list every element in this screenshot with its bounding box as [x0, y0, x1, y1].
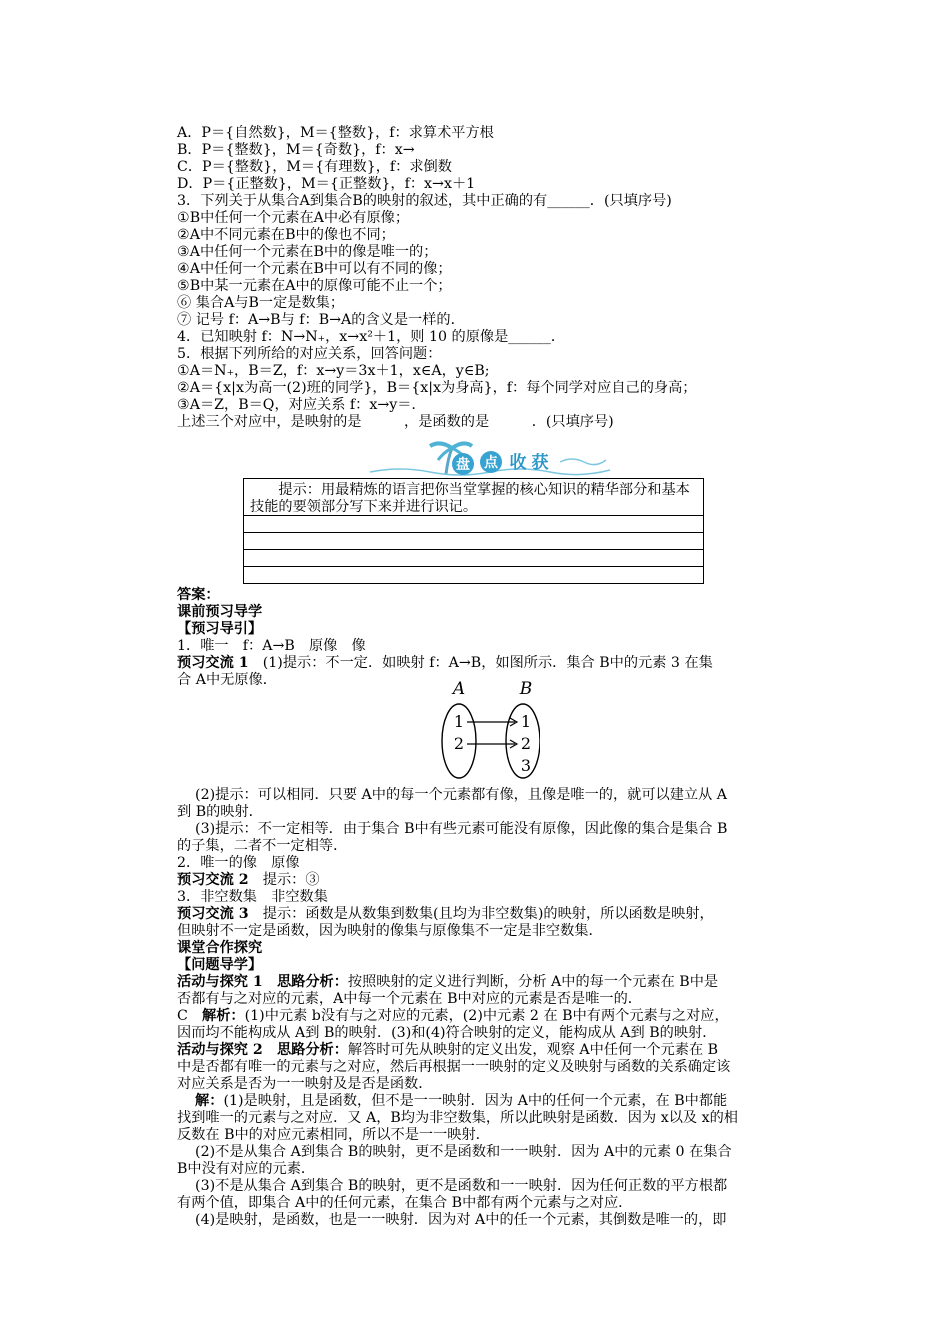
option-c: C．P＝{整数}，M＝{有理数}，f：求倒数 — [177, 159, 452, 175]
exchange-1-cont: 合 A中无原像． — [177, 672, 277, 688]
exchange-2-label: 预习交流 2 — [177, 872, 249, 888]
answer-2: 2．唯一的像 原像 — [177, 855, 300, 871]
answers-heading: 答案： — [177, 587, 220, 603]
section-class: 课堂合作探究 — [177, 940, 263, 956]
solution-4: (4)是映射，是函数，也是一一映射．因为对 A中的任一个元素，其倒数是唯一的，即 — [195, 1212, 727, 1228]
option-b: B．P＝{整数}，M＝{奇数}，f：x→ — [177, 142, 415, 158]
section-class-sub: 【问题导学】 — [177, 957, 263, 973]
set-a-label: A — [452, 680, 466, 699]
exchange-1-p2: (2)提示：可以相同．只要 A中的每一个元素都有像，且像是唯一的，就可以建立从 A — [195, 787, 728, 803]
q3-stem: 3．下列关于从集合A到集合B的映射的叙述，其中正确的有______．(只填序号) — [177, 193, 672, 209]
set-a-element: 1 — [453, 712, 465, 731]
option-a: A．P＝{自然数}，M＝{整数}，f：求算术平方根 — [177, 125, 494, 141]
exchange-1-text: (1)提示：不一定．如映射 f：A→B，如图所示．集合 B中的元素 3 在集 — [248, 655, 713, 671]
notes-line — [244, 566, 703, 567]
exchange-1-p2-cont: 到 B的映射． — [177, 804, 263, 820]
answer-1: 1．唯一 f：A→B 原像 像 — [177, 638, 366, 654]
banner-char-4: 获 — [531, 453, 549, 473]
notes-line — [244, 549, 703, 550]
set-a-element: 2 — [453, 734, 465, 753]
set-b-element: 2 — [520, 734, 532, 753]
exchange-1 — [177, 655, 817, 672]
notes-box — [243, 478, 704, 584]
solution-1-cont2: 反数在 B中的对应元素相同，所以不是一一映射． — [177, 1127, 490, 1143]
solution-3: (3)不是从集合 A到集合 B的映射，更不是函数和一一映射．因为任何正数的平方根都 — [195, 1178, 728, 1194]
set-b-element: 3 — [520, 756, 532, 775]
banner-char-1: 盘 — [456, 457, 470, 473]
activity-2-cont: 中是否都有唯一的元素与之对应，然后再根据一一映射的定义及映射与函数的关系确定该 — [177, 1059, 731, 1075]
activity-2-cont2: 对应关系是否为一一映射及是否是函数． — [177, 1076, 433, 1092]
swirl-decoration — [560, 459, 606, 465]
q3-item-7: ⑦ 记号 f：A→B与 f：B→A的含义是一样的． — [177, 312, 465, 328]
solution-c: C 解析：(1)中元素 b没有与之对应的元素，(2)中元素 2 在 B中有两个元素与之对应， — [177, 1008, 729, 1024]
activity-1: 活动与探究 1 思路分析：按照映射的定义进行判断，分析 A中的每一个元素在 B中是 — [177, 974, 719, 990]
exchange-1-p3-cont: 的子集，二者不一定相等． — [177, 838, 348, 854]
q5-stem: 5．根据下列所给的对应关系，回答问题： — [177, 346, 442, 362]
section-preview-sub: 【预习导引】 — [177, 621, 263, 637]
activity-1-cont: 否都有与之对应的元素，A中每一个元素在 B中对应的元素是否是唯一的． — [177, 991, 642, 1007]
exchange-3-label: 预习交流 3 — [177, 906, 249, 922]
q5-item-3: ③A＝Z，B＝Q，对应关系 f：x→y＝. — [177, 397, 416, 413]
solution-2: (2)不是从集合 A到集合 B的映射，更不是函数和一一映射．因为 A中的元素 0 在集合 — [195, 1144, 732, 1160]
mapping-diagram — [440, 680, 540, 785]
answer-3: 3．非空数集 非空数集 — [177, 889, 328, 905]
q4: 4．已知映射 f：N→N₊，x→x²＋1，则 10 的原像是______． — [177, 329, 566, 345]
exchange-2: 预习交流 2 提示：③ — [177, 872, 320, 888]
set-b-label: B — [519, 680, 533, 699]
q3-item-6: ⑥ 集合A与B一定是数集； — [177, 295, 345, 311]
exchange-3-cont: 但映射不一定是函数，因为映射的像集与原像集不一定是非空数集． — [177, 923, 603, 939]
q3-item-3: ③A中任何一个元素在B中的像是唯一的； — [177, 244, 438, 260]
q3-item-5: ⑤B中某一元素在A中的原像可能不止一个； — [177, 278, 452, 294]
set-b-element: 1 — [520, 712, 532, 731]
notes-hint: 提示：用最精炼的语言把你当堂掌握的核心知识的精华部分和基本技能的要领部分写下来并进行识记。 — [250, 482, 690, 515]
section-preview: 课前预习导学 — [177, 604, 263, 620]
q3-item-2: ②A中不同元素在B中的像也不同； — [177, 227, 395, 243]
exchange-3: 预习交流 3 提示：函数是从数集到数集(且均为非空数集)的映射，所以函数是映射， — [177, 906, 714, 922]
q3-item-4: ④A中任何一个元素在B中可以有不同的像； — [177, 261, 452, 277]
solution-3-cont: 有两个值，即集合 A中的任何元素，在集合 B中都有两个元素与之对应． — [177, 1195, 633, 1211]
notes-line — [244, 515, 703, 516]
q5-tail: 上述三个对应中，是映射的是 ，是函数的是 ．(只填序号) — [177, 414, 614, 430]
solution-1: 解：(1)是映射，且是函数，但不是一一映射．因为 A中的任何一个元素，在 B中都能 — [195, 1093, 728, 1109]
activity-2: 活动与探究 2 思路分析：解答时可先从映射的定义出发，观察 A中任何一个元素在 B — [177, 1042, 719, 1058]
q5-item-1: ①A＝N₊，B＝Z，f：x→y＝3x＋1，x∈A，y∈B; — [177, 363, 490, 379]
summary-banner — [360, 438, 620, 478]
q3-item-1: ①B中任何一个元素在A中必有原像； — [177, 210, 410, 226]
q5-item-2: ②A＝{x|x为高一(2)班的同学}，B＝{x|x为身高}，f：每个同学对应自己的身高； — [177, 380, 697, 396]
exchange-1-p3: (3)提示：不一定相等．由于集合 B中有些元素可能没有原像，因此像的集合是集合 B — [195, 821, 728, 837]
solution-c-cont: 因而均不能构成从 A到 B的映射．(3)和(4)符合映射的定义，能构成从 A到 B的映射． — [177, 1025, 717, 1041]
banner-char-3: 收 — [509, 453, 527, 473]
notes-line — [244, 532, 703, 533]
exchange-1-label: 预习交流 1 — [177, 655, 249, 671]
solution-2-cont: B中没有对应的元素． — [177, 1161, 316, 1177]
solution-1-cont: 找到唯一的元素与之对应．又 A，B均为非空数集，所以此映射是函数．因为 x以及 x的相 — [177, 1110, 738, 1126]
option-d: D．P＝{正整数}，M＝{正整数}，f：x→x＋1 — [177, 176, 476, 192]
banner-char-2: 点 — [484, 455, 498, 471]
